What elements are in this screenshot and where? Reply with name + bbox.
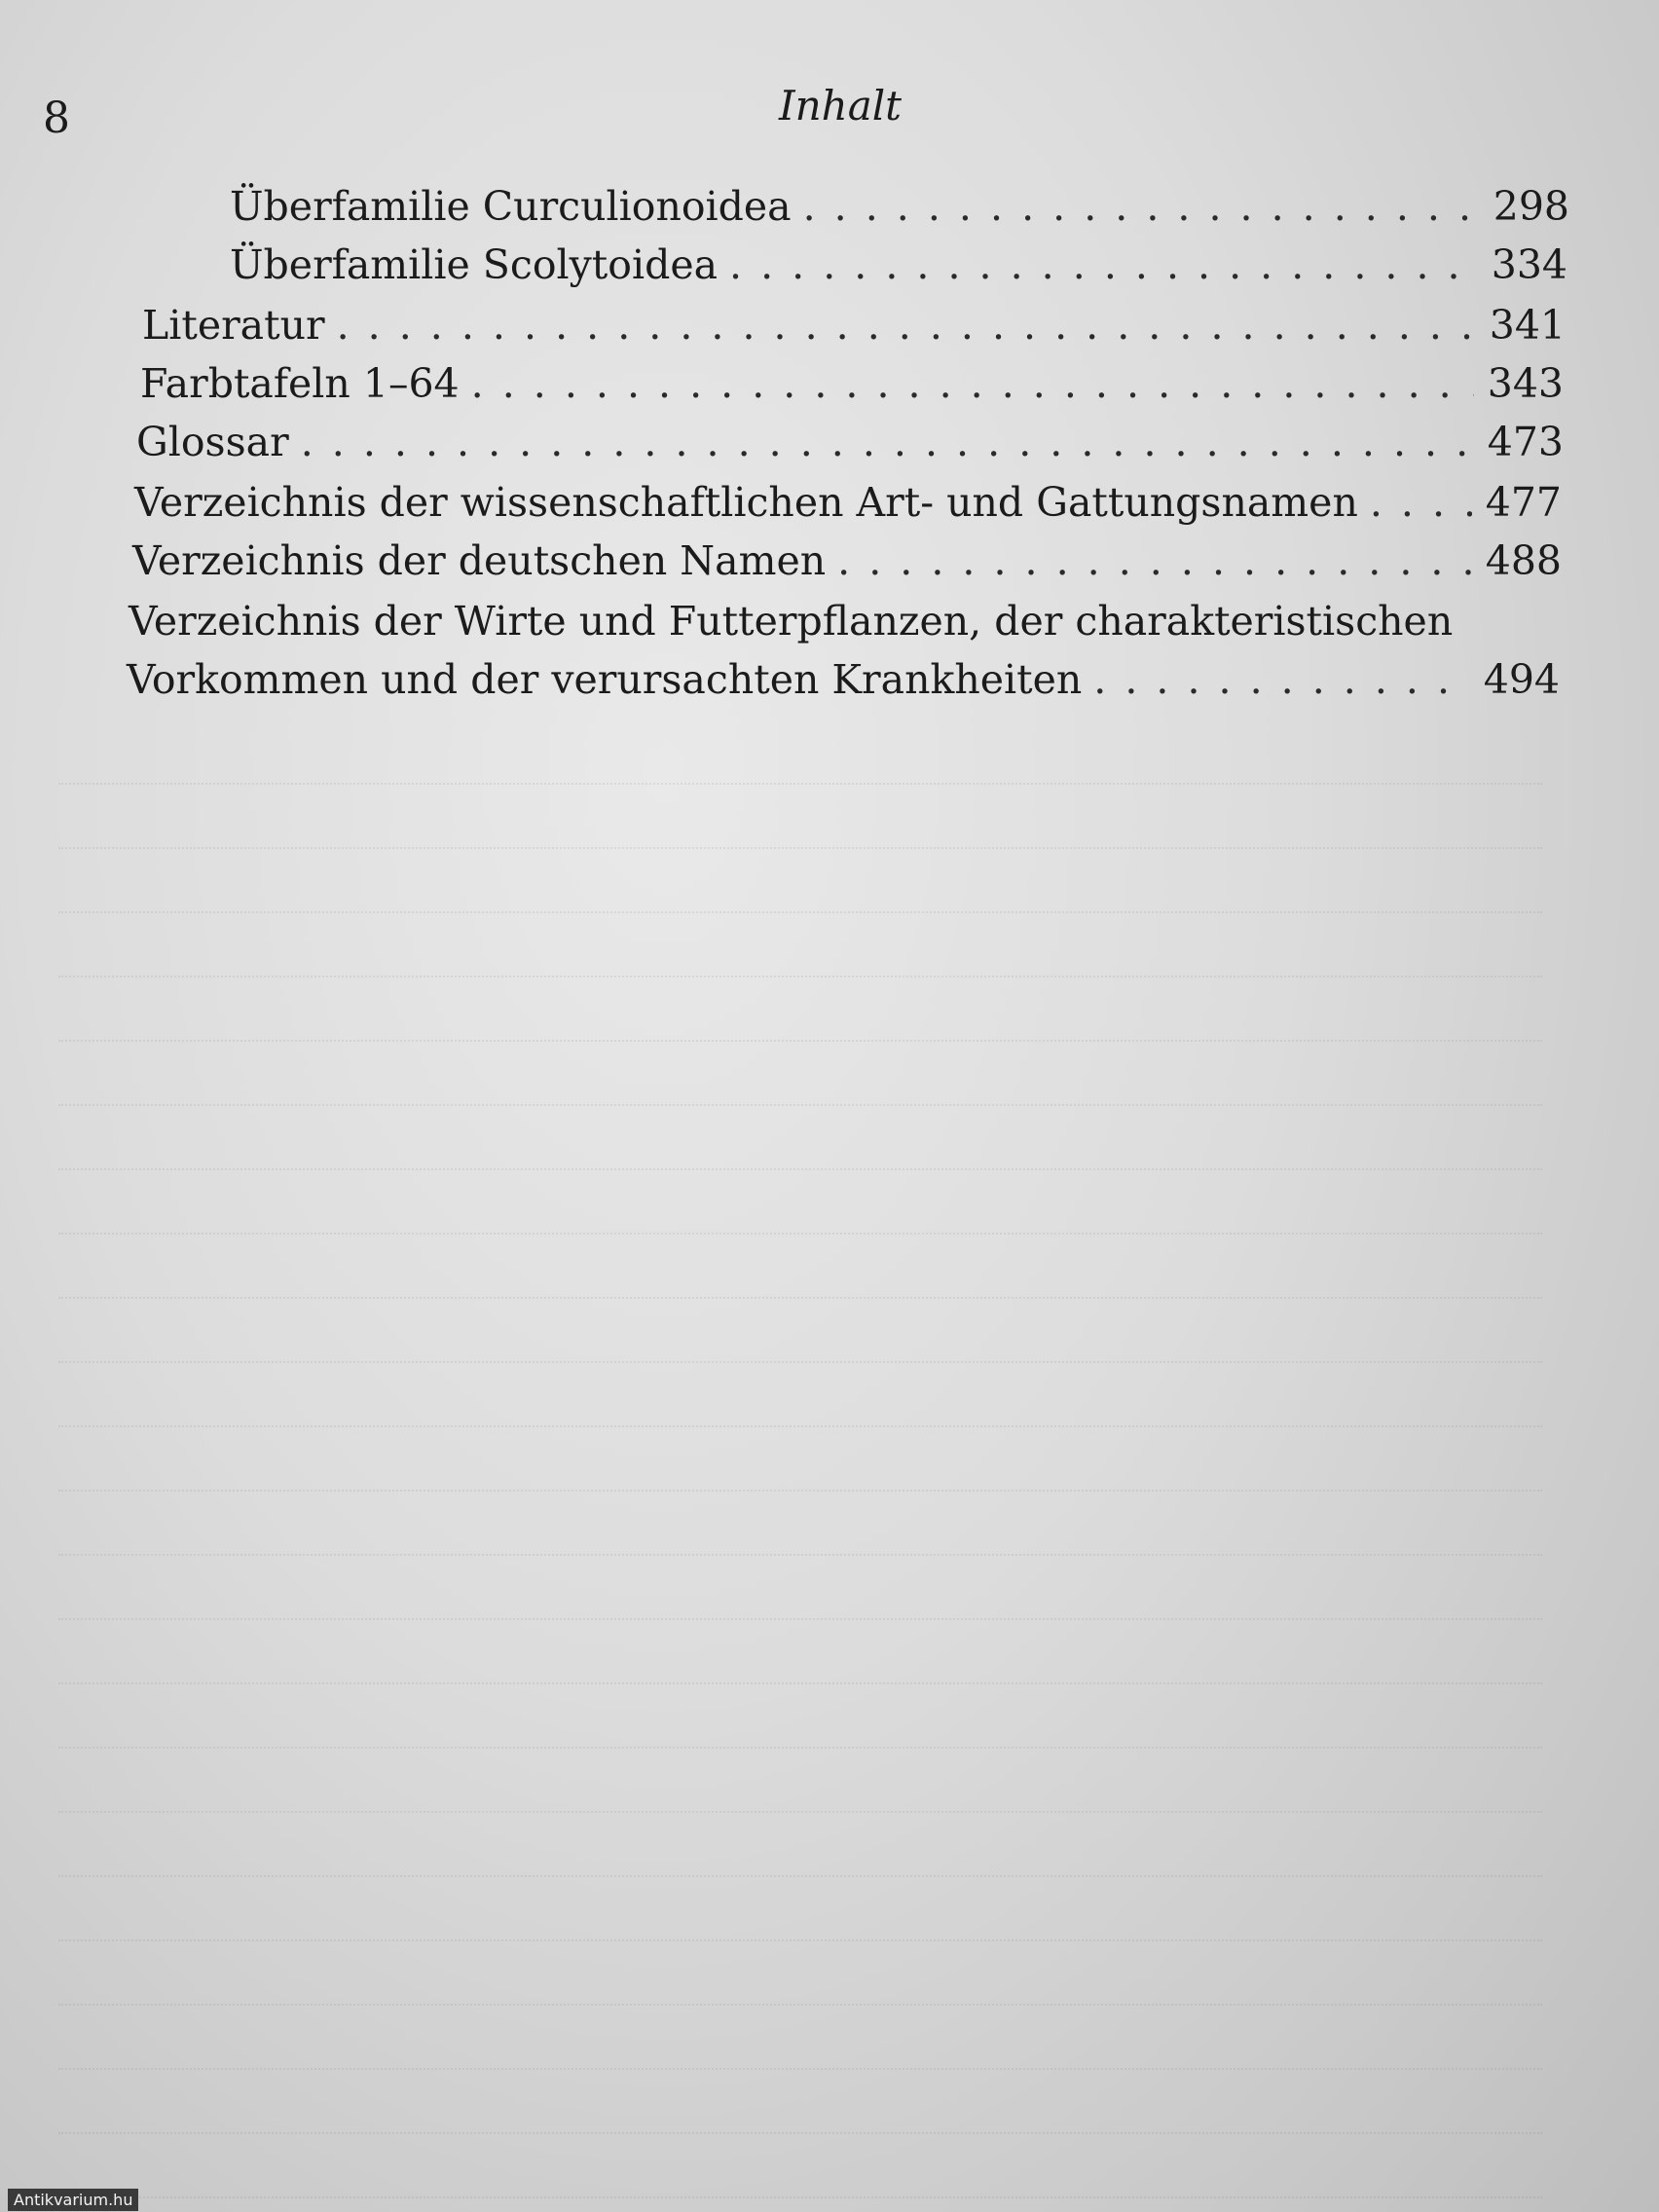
toc-entry [142,302,1566,350]
leader-dots [471,360,1474,408]
toc-entry [127,656,1560,704]
toc-entry [136,419,1564,466]
toc-entry-label: Farbtafeln 1–64 [140,360,460,407]
leader-dots [837,537,1472,585]
toc-entry [132,537,1562,585]
toc-entry-page: 494 [1483,656,1560,703]
toc-entry-label: Überfamilie Curculionoidea [230,183,792,230]
page-number: 8 [43,93,70,143]
toc-entry [140,360,1564,408]
leader-dots [1093,656,1469,704]
toc-entry [230,241,1567,289]
toc-entry-label: Verzeichnis der wissenschaftlichen Art- und Gattungsnamen [134,479,1358,526]
toc-entry-page: 488 [1485,537,1562,584]
toc-entry-page: 298 [1493,183,1569,230]
leader-dots [803,183,1480,231]
toc-entry-page: 473 [1487,419,1564,465]
toc-entry-label: Verzeichnis der deutschen Namen [132,537,827,584]
toc-entry-label-line2: Vorkommen und der verursachten Krankheiten [127,656,1083,703]
running-title: Inhalt [779,82,903,129]
toc-entry-label: Überfamilie Scolytoidea [230,241,719,288]
toc-entry [230,183,1569,231]
toc-entry-page: 477 [1485,479,1562,526]
toc-entry-page: 343 [1487,360,1564,407]
toc-entry-label-line1: Verzeichnis der Wirte und Futterpflanzen, der charakteristischen [129,598,1454,645]
leader-dots [301,419,1474,466]
bleed-through-texture [0,720,1659,2212]
leader-dots [337,302,1476,350]
toc-entry [134,479,1562,527]
watermark: Antikvarium.hu [8,2189,138,2211]
toc-entry-label: Glossar [136,419,289,465]
toc-entry-page: 341 [1489,302,1566,349]
leader-dots [1370,479,1472,527]
toc-entry-label: Literatur [142,302,325,349]
toc-entry-page: 334 [1491,241,1567,288]
leader-dots [729,241,1478,289]
